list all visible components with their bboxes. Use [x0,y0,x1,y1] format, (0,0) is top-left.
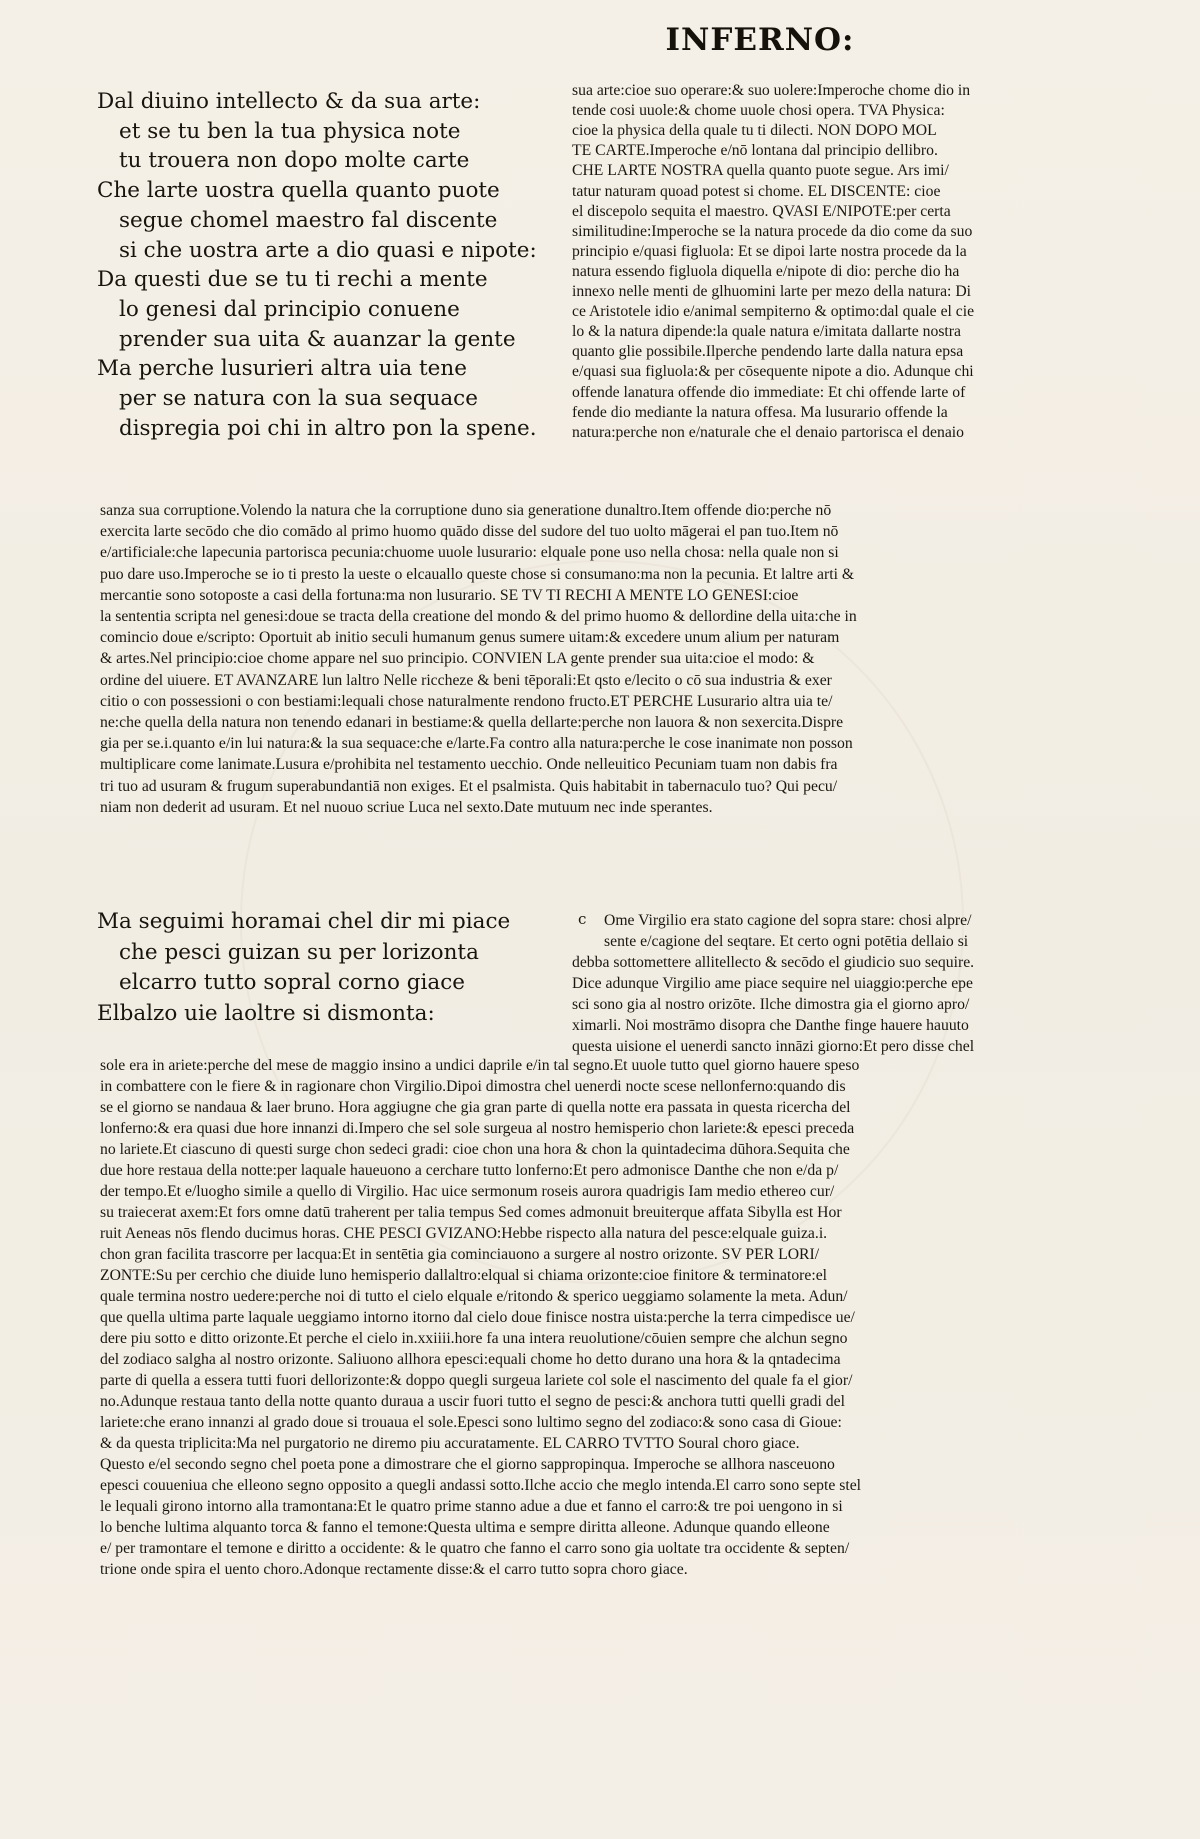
verse-line: lo genesi dal principio conuene [119,296,460,322]
verse-line: elcarro tutto sopral corno giace [119,970,465,995]
verse-line: prender sua uita & auanzar la gente [119,326,516,352]
commentary-line: dere piu sotto e ditto orizonte.Et perche el cielo in.xxiiii.hore fa una intera reuolutione/cōuien sempre che alchun segno [100,1330,848,1347]
commentary-line: chon gran facilita trascorre per lacqua:Et in sentētia gia cominciauono a surgere al nostro orizonte. SV PER LORI/ [100,1246,820,1263]
running-head: INFERNO: [665,22,855,58]
verse-line: tu trouera non dopo molte carte [119,148,470,174]
verse-line: Dal diuino intellecto & da sua arte: [97,89,481,114]
commentary-line: no.Adunque restaua tanto della notte quanto duraua a uscir fuori tutto el segno de pesci:& anchora tutti quelli gradi del [100,1393,845,1410]
verse-line: Che larte uostra quella quanto puote [97,178,500,204]
commentary-line: natura:perche non e/naturale che el denaio partorisca el denaio [572,423,964,441]
commentary-line: fende dio mediante la natura offesa. Ma lusurario offende la [572,403,948,421]
verse-line: che pesci guizan su per lorizonta [119,939,479,965]
commentary-line: tende cosi uuole:& chome uuole chosi opera. TVA Physica: [572,102,945,120]
commentary-line: e/artificiale:che lapecunia partorisca pecunia:chuome uuole lusurario: elquale pone uso nella chosa: nella quale non si [100,544,839,562]
commentary-line: puo dare uso.Imperoche se io ti presto la ueste o elcauallo queste chose si consumano:ma non la pecunia. Et laltre arti & [100,565,855,583]
commentary-line: ce Aristotele idio e/animal sempiterno & optimo:dal quale el cie [572,303,975,321]
commentary-full-2 [100,1055,1135,1615]
commentary-line: comincio doue e/scripto: Oportuit ab initio seculi humanum genus sumere uitam:& excedere unum alium per naturam [100,629,840,647]
verse-block-2 [97,908,537,1038]
drop-cap: c [578,910,587,928]
commentary-line: tri tuo ad usuram & frugum superabundantiā non exiges. Et el psalmista. Quis habitabit in tabernaculo tuo? Qui pecu/ [100,777,838,795]
commentary-line: mercantie sono sotoposte a casi della fortuna:ma non lusurario. SE TV TI RECHI A MENTE LO GENESI:cioe [100,586,799,604]
commentary-line: due hore restaua della notte:per laquale haueuono a cerchare tutto lonferno:Et pero admonisce Danthe che non e/da p/ [100,1162,839,1179]
commentary-line: questa uisione el uenerdi sancto innāzi giorno:Et pero disse chel [572,1038,975,1055]
commentary-line: lonferno:& era quasi due hore innanzi di.Impero che sel sole surgeua al nostro hemisperio chon lariete:& epesci preceda [100,1120,855,1137]
commentary-line: Ome Virgilio era stato cagione del sopra stare: chosi alpre/ [604,912,972,929]
commentary-line: similitudine:Imperoche se la natura procede da dio come da suo [572,222,973,240]
commentary-line: su traiecerat axem:Et fors omne datū traherent per talia tempus Sed comes admonuit breuiterque affata Sibylla est Hor [100,1204,842,1221]
commentary-line: tatur naturam quoad potest si chome. EL DISCENTE: cioe [572,182,941,200]
commentary-line: ordine del uiuere. ET AVANZARE lun laltro Nelle riccheze & beni tēporali:Et qsto e/lecito o cō sua industria & exer [100,671,832,689]
commentary-line: le lequali girono intorno alla tramontana:Et le quatro prime stanno adue a due et fanno el carro:& tre poi uengono in si [100,1498,843,1515]
commentary-line: & artes.Nel principio:cioe chome appare nel suo principio. CONVIEN LA gente prender sua uita:cioe el modo: & [100,650,815,668]
commentary-line: gia per se.i.quanto e/in lui natura:& la sua sequace:che e/larte.Fa contro alla natura:perche le cose inanimate non posson [100,735,853,753]
commentary-line: ximarli. Noi mostrāmo disopra che Danthe finge hauere hauuto [572,1017,969,1034]
commentary-line: der tempo.Et e/luogho simile a quello di Virgilio. Hac uice sermonum roseis aurora quadrigis Iam medio ethereo cur/ [100,1183,835,1200]
commentary-line: Dice adunque Virgilio ame piace sequire nel uiaggio:perche epe [572,975,973,992]
commentary-line: ruit Aeneas nōs flendo ducimus horas. CHE PESCI GVIZANO:Hebbe rispecto alla natura del pesce:elquale guiza.i. [100,1225,828,1242]
commentary-line: CHE LARTE NOSTRA quella quanto puote segue. Ars imi/ [572,162,949,180]
verse-line: Ma perche lusurieri altra uia tene [97,356,467,382]
commentary-line: sua arte:cioe suo operare:& suo uolere:Imperoche chome dio in [572,82,971,99]
verse-line: Ma seguimi horamai chel dir mi piace [97,909,511,934]
commentary-line: niam non dederit ad usuram. Et nel nuouo scriue Luca nel sexto.Date mutuum nec inde sperantes. [100,798,713,816]
commentary-line: se el giorno se nandaua & laer bruno. Hora aggiugne che gia gran parte di quella notte era passata in questa ricercha del [100,1099,851,1116]
verse-line: per se natura con la sua sequace [119,386,478,411]
commentary-line: sente e/cagione del seqtare. Et certo ogni potētia dellaio si [604,933,969,950]
commentary-line: multiplicare come lanimate.Lusura e/prohibita nel testamento uecchio. Onde nelleuitico Pecuniam tuam non dabis fra [100,756,838,774]
commentary-line: lariete:che erano innanzi al grado doue si trouaua el sole.Epesci sono lultimo segno del zodiaco:& sono casa di Gioue: [100,1414,842,1431]
verse-block-1 [97,88,537,468]
commentary-line: e/quasi sua figluola:& per cōsequente nipote a dio. Adunque chi [572,363,974,381]
commentary-line: lo & la natura dipende:la quale natura e/imitata dallarte nostra [572,323,961,341]
verse-line: Da questi due se tu ti rechi a mente [97,267,488,293]
verse-line: si che uostra arte a dio quasi e nipote: [119,237,537,263]
verse-line: Elbalzo uie laoltre si dismonta: [97,1000,435,1026]
commentary-right-2 [572,910,1132,1070]
commentary-line: citio o con possessioni o con bestiami:lequali chose naturalmente rendono fructo.ET PERCHE Lusurario altra uia te/ [100,692,833,710]
commentary-line: el discepolo sequita el maestro. QVASI E/NIPOTE:per certa [572,202,951,220]
commentary-line: trione onde spira el uento choro.Adonque rectamente disse:& el carro tutto sopra choro giace. [100,1561,688,1578]
commentary-line: e/ per tramontare el temone e diritto a occidente: & le quatro che fanno el carro sono gia uoltate tra occidente & septen/ [100,1540,850,1557]
commentary-line: in combattere con le fiere & in ragionare chon Virgilio.Dipoi dimostra chel uenerdi nocte scese nellonferno:quando dis [100,1078,846,1095]
commentary-line: la sententia scripta nel genesi:doue se tracta della creatione del mondo & del primo huomo & dellordine della uita:che in [100,608,857,625]
commentary-line: offende lanatura offende dio immediate: Et chi offende larte of [572,383,966,401]
commentary-line: ne:che quella della natura non tenendo edanari in bestiame:& quella dellarte:perche non lauora & non sexercita.Dispre [100,714,844,731]
verse-line: dispregia poi chi in altro pon la spene. [119,415,537,441]
commentary-line: quanto glie possibile.Ilperche pendendo larte dalla natura epsa [572,343,964,361]
commentary-line: Questo e/el secondo segno chel poeta pone a dimostrare che el giorno sappropinqua. Imperoche se allhora nasceuono [100,1456,835,1473]
commentary-line: no lariete.Et ciascuno di questi surge chon sedeci gradi: cioe chon una hora & chon la quintadecima dūhora.Sequita che [100,1141,850,1158]
commentary-line: TE CARTE.Imperoche e/nō lontana dal principio dellibro. [572,142,938,160]
commentary-line: principio e/quasi figluola: Et se dipoi larte nostra procede da la [572,242,967,260]
commentary-line: que quella ultima parte laquale ueggiamo intorno itorno dal cielo doue finisce nostra uista:perche la terra cimpedisce ue/ [100,1309,855,1326]
commentary-full-1 [100,500,1135,870]
commentary-line: natura essendo figluola diquella e/nipote di dio: perche dio ha [572,262,960,280]
commentary-line: exercita larte secōdo che dio comādo al primo huomo quādo disse del sudore del tuo uolto māgerai el pan tuo.Item nō [100,523,839,541]
commentary-right-1 [572,80,1132,490]
commentary-line: sole era in ariete:perche del mese de maggio insino a undici daprile e/in tal segno.Et uuole tutto quel giorno hauere speso [100,1057,860,1074]
commentary-line: quale termina nostro uedere:perche noi di tutto el cielo elquale e/ritondo & sperico ueggiamo solamente la meta. Adun/ [100,1288,848,1305]
commentary-line: parte di quella a essera tutti fuori dellorizonte:& doppo quegli surgeua lariete col sole el nascimento del quale fa el gior/ [100,1372,853,1389]
commentary-line: debba sottomettere allitellecto & secōdo el giudicio suo sequire. [572,954,975,971]
commentary-line: ZONTE:Su per cerchio che diuide luno hemisperio dallaltro:elqual si chiama orizonte:cioe finitore & terminatore:el [100,1267,828,1284]
commentary-line: sanza sua corruptione.Volendo la natura che la corruptione duno sia generatione dunaltro.Item offende dio:perche nō [100,502,832,519]
verse-line: et se tu ben la tua physica note [119,118,461,144]
commentary-line: epesci couueniua che elleono segno opposito a quegli andassi sotto.Ilche accio che meglo intenda.El carro sono septe stel [100,1477,862,1494]
commentary-line: del zodiaco salgha al nostro orizonte. Saliuono allhora epesci:equali chome ho detto durano una hora & la qntadecima [100,1351,841,1368]
commentary-line: lo benche lultima alquanto torca & fanno el temone:Questa ultima e sempre diritta alleone. Adunque quando elleone [100,1519,830,1536]
commentary-line: innexo nelle menti de glhuomini larte per mezo della natura: Di [572,283,972,300]
commentary-line: cioe la physica della quale tu ti dilecti. NON DOPO MOL [572,122,937,140]
verse-line: segue chomel maestro fal discente [119,207,498,233]
commentary-line: & da questa triplicita:Ma nel purgatorio ne diremo piu accuratamente. EL CARRO TVTTO Soural choro giace. [100,1435,800,1452]
commentary-line: sci sono gia al nostro orizōte. Ilche dimostra gia el giorno apro/ [572,996,970,1013]
